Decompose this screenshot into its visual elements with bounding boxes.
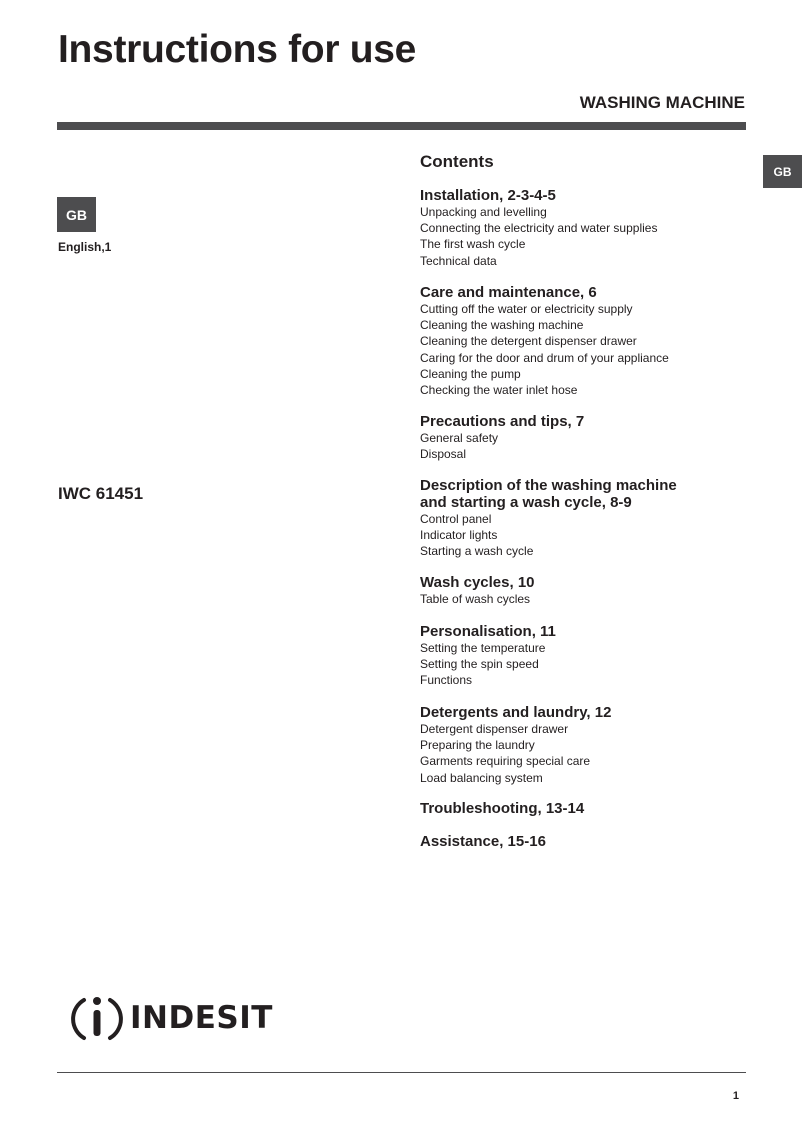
toc-item[interactable]: Cleaning the washing machine xyxy=(420,318,584,333)
toc-heading[interactable]: Detergents and laundry, 12 xyxy=(420,704,612,721)
toc-items xyxy=(420,430,760,462)
toc-item[interactable]: Garments requiring special care xyxy=(420,754,591,769)
toc-item[interactable]: Control panel xyxy=(420,512,492,526)
toc-section-description xyxy=(420,477,760,560)
toc-section-detergents xyxy=(420,704,760,786)
toc-item[interactable]: Setting the temperature xyxy=(420,641,546,655)
toc-item[interactable]: Caring for the door and drum of your appliance xyxy=(420,350,669,365)
toc-heading[interactable]: Installation, 2-3-4-5 xyxy=(420,187,556,204)
toc-items xyxy=(420,640,760,689)
toc-heading[interactable]: Personalisation, 11 xyxy=(420,623,556,640)
toc-items xyxy=(420,301,760,398)
contents-title: Contents xyxy=(420,152,494,171)
toc-items xyxy=(420,511,760,560)
toc-section-assistance xyxy=(420,833,760,850)
product-type: WASHING MACHINE xyxy=(579,93,745,112)
toc-heading[interactable]: Troubleshooting, 13-14 xyxy=(420,800,585,817)
toc-heading-line: Description of the washing machine xyxy=(420,477,677,494)
page-number: 1 xyxy=(732,1090,739,1102)
toc-section-wash-cycles xyxy=(420,574,760,607)
toc-item[interactable]: Setting the spin speed xyxy=(420,657,539,672)
toc-section-personalisation xyxy=(420,623,760,689)
toc-item[interactable]: Load balancing system xyxy=(420,770,543,785)
toc-item[interactable]: Cleaning the detergent dispenser drawer xyxy=(420,334,637,349)
toc-item[interactable]: Cleaning the pump xyxy=(420,366,521,381)
logo-wordmark: INDESIT xyxy=(130,1000,273,1036)
model-number: IWC 61451 xyxy=(58,484,144,503)
language-badge[interactable]: GB xyxy=(57,197,96,232)
toc-item[interactable]: Indicator lights xyxy=(420,528,498,543)
toc-heading-line: and starting a wash cycle, 8-9 xyxy=(420,494,632,511)
toc-items xyxy=(420,591,760,607)
indesit-logo xyxy=(70,992,273,1044)
toc-items xyxy=(420,204,760,269)
language-side-tab[interactable]: GB xyxy=(763,155,802,188)
toc-item[interactable]: Disposal xyxy=(420,447,467,462)
toc-item[interactable]: Functions xyxy=(420,673,473,688)
page-title: Instructions for use xyxy=(58,28,417,71)
toc-item[interactable]: General safety xyxy=(420,431,499,445)
toc-item[interactable]: The first wash cycle xyxy=(420,237,526,252)
footer-rule xyxy=(57,1072,746,1073)
toc-item[interactable]: Detergent dispenser drawer xyxy=(420,722,569,736)
toc-section-installation xyxy=(420,187,760,269)
language-link[interactable]: English,1 xyxy=(58,240,112,254)
toc-section-troubleshooting xyxy=(420,800,760,817)
toc-item[interactable]: Checking the water inlet hose xyxy=(420,383,578,398)
indesit-logo-icon xyxy=(70,992,124,1044)
toc-item[interactable]: Technical data xyxy=(420,253,497,268)
toc-item[interactable]: Starting a wash cycle xyxy=(420,544,534,559)
toc-item[interactable]: Cutting off the water or electricity supply xyxy=(420,302,633,316)
toc-heading[interactable]: Wash cycles, 10 xyxy=(420,574,535,591)
toc-item[interactable]: Connecting the electricity and water supplies xyxy=(420,221,658,236)
toc-item[interactable]: Unpacking and levelling xyxy=(420,205,547,219)
toc-section-care-and-maintenance xyxy=(420,284,760,398)
toc-section-precautions xyxy=(420,413,760,462)
toc-heading[interactable]: Precautions and tips, 7 xyxy=(420,413,585,430)
toc-heading[interactable]: Care and maintenance, 6 xyxy=(420,284,597,301)
toc-heading[interactable]: Assistance, 15-16 xyxy=(420,833,546,850)
toc-items xyxy=(420,721,760,786)
toc-heading[interactable] xyxy=(420,477,760,511)
toc-item[interactable]: Table of wash cycles xyxy=(420,592,531,606)
header-rule xyxy=(57,122,746,130)
toc-item[interactable]: Preparing the laundry xyxy=(420,738,535,753)
